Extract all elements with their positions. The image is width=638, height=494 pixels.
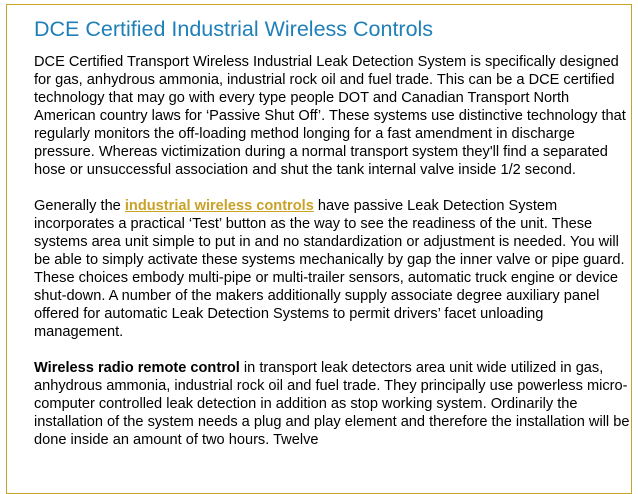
remote-control-heading: Wireless radio remote control	[34, 360, 240, 376]
slide-title: DCE Certified Industrial Wireless Controls	[34, 17, 434, 41]
paragraph-controls	[34, 197, 634, 341]
paragraph-controls-prefix: Generally the	[34, 198, 125, 214]
slide-frame	[6, 4, 632, 494]
paragraph-controls-suffix: have passive Leak Detection System incorporates a practical ‘Test’ button as the way to see the readiness of the unit. These systems area unit simple to put in and no standardization or adjustment is needed. You will be able to simply activate these systems mechanically by gap the inner valve or pipe guard. These choices embody multi-pipe or multi-trailer sensors, automatic truck engine or device shut-down. A number of the makers additionally supply associate degree auxiliary panel offered for automatic Leak Detection Systems to permit drivers’ facet unloading management.	[34, 198, 625, 340]
paragraph-intro: DCE Certified Transport Wireless Industrial Leak Detection System is specifically designed for gas, anhydrous ammonia, industrial rock oil and fuel trade. This can be a DCE certified technology that may go with every type people DOT and Canadian Transport North American country laws for ‘Passive Shut Off’. These systems use distinctive technology that regularly monitors the off-loading method longing for a fast amendment in discharge pressure. Whereas victimization during a normal transport system they'll find a separated hose or unsuccessful association and shut the tank internal valve inside 1/2 second.	[34, 54, 626, 178]
paragraph-remote	[34, 359, 634, 449]
industrial-wireless-controls-link[interactable]: industrial wireless controls	[124, 198, 314, 214]
paragraph-remote-text: in transport leak detectors area unit wide utilized in gas, anhydrous ammonia, industrial rock oil and fuel trade. They principally use powerless micro-computer controlled leak detection in addition as stop working system. Ordinarily the installation of the system needs a plug and play element and therefore the installation will be done inside an amount of two hours. Twelve	[34, 360, 630, 448]
slide-body	[34, 53, 634, 467]
